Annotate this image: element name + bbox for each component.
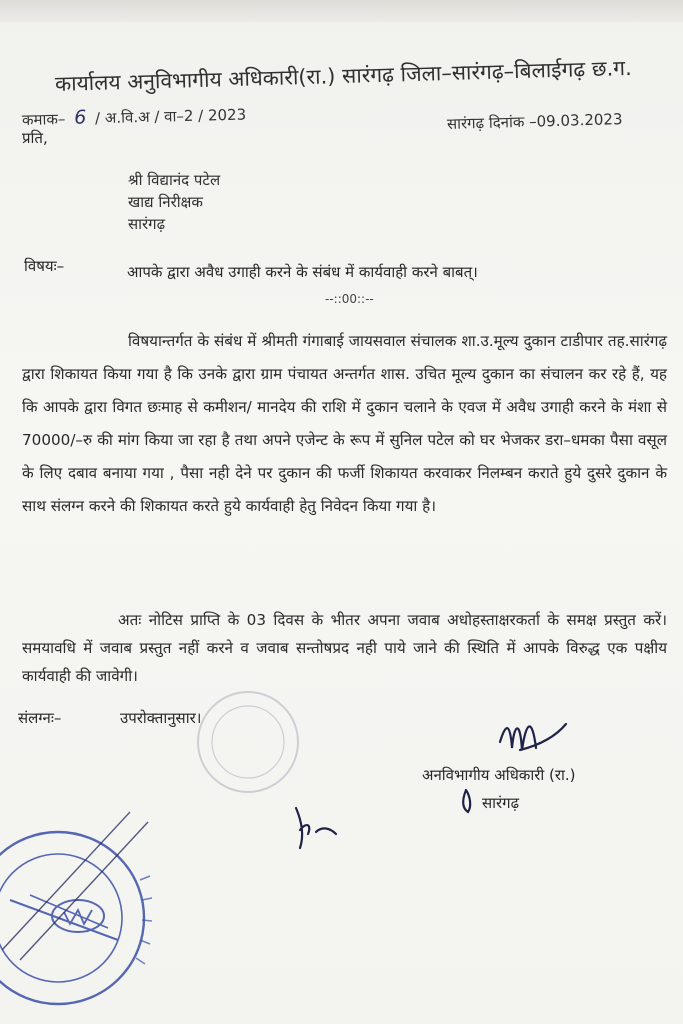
signatory-title: अनविभागीय अधिकारी (रा.) [422, 766, 576, 784]
body-paragraph-2: अतः नोटिस प्राप्ति के 03 दिवस के भीतर अपना जवाब अधोहस्ताक्षरकर्ता के समक्ष प्रस्तुत करें। समयावधि में जवाब प्रस्तुत नहीं करने व जवाब सन्तोषप्रद नही पाये जाने की स्थिति में आपके विरुद्ध एक पक्षीय कार्यवाही की जावेगी। [22, 611, 667, 685]
subject-text: आपके द्वारा अवैध उगाही करने के संबंध में कार्यवाही करने बाबत्। [127, 263, 478, 281]
recipient-place: सारंगढ़ [128, 215, 166, 233]
reference-suffix: / अ.वि.अ / वा–2 / 2023 [94, 105, 247, 128]
enclosure-label: संलग्नः– [18, 709, 62, 727]
official-seal-stamp-icon [0, 832, 144, 1004]
place-date: सारंगढ़ दिनांक –09.03.2023 [446, 110, 623, 133]
signatory-place: सारंगढ़ [482, 794, 520, 812]
reference-prefix: कमाक– [21, 109, 66, 129]
prati-label: प्रति, [22, 129, 48, 147]
office-header: कार्यालय अनुविभागीय अधिकारी(रा.) सारंगढ़ जिला–सारंगढ़–बिलाईगढ़ छ.ग. [54, 55, 633, 96]
reference-handwritten-number: 6 [73, 106, 87, 129]
faint-stamp-icon [198, 692, 298, 792]
recipient-name: श्री विद्यानंद पटेल [128, 171, 221, 189]
subject-label: विषयः– [24, 257, 65, 275]
recipient-designation: खाद्य निरीक्षक [128, 193, 203, 211]
handwritten-initials-icon [296, 808, 336, 848]
separator-mark: --::00::-- [325, 292, 374, 306]
handwritten-signature-icon [463, 724, 566, 812]
body-paragraph-1: विषयान्तर्गत के संबंध में श्रीमती गंगाबाई जायसवाल संचालक शा.उ.मूल्य दुकान टाडीपार तह.सारंगढ़ द्वारा शिकायत किया गया है कि उनके द्वारा ग्राम पंचायत अन्तर्गत शास. उचित मूल्य दुकान का संचालन कर रहे हैं, यह कि आपके द्वारा विगत छःमाह से कमीशन/ मानदेय की राशि में दुकान चलाने के एवज में अवैध उगाही करने के मंशा से 70000/–रु की मांग किया जा रहा है तथा अपने एजेन्ट के रूप में सुनिल पटेल को घर भेजकर डरा–धमका पैसा वसूल के लिए दबाव बनाया गया , पैसा नही देने पर दुकान की फर्जी शिकायत करवाकर निलम्बन कराते हुये दुसरे दुकान के साथ संलग्न करने की शिकायत करते हुये कार्यवाही हेतु निवेदन किया गया है। [22, 332, 667, 515]
enclosure-text: उपरोक्तानुसार। [120, 709, 202, 727]
